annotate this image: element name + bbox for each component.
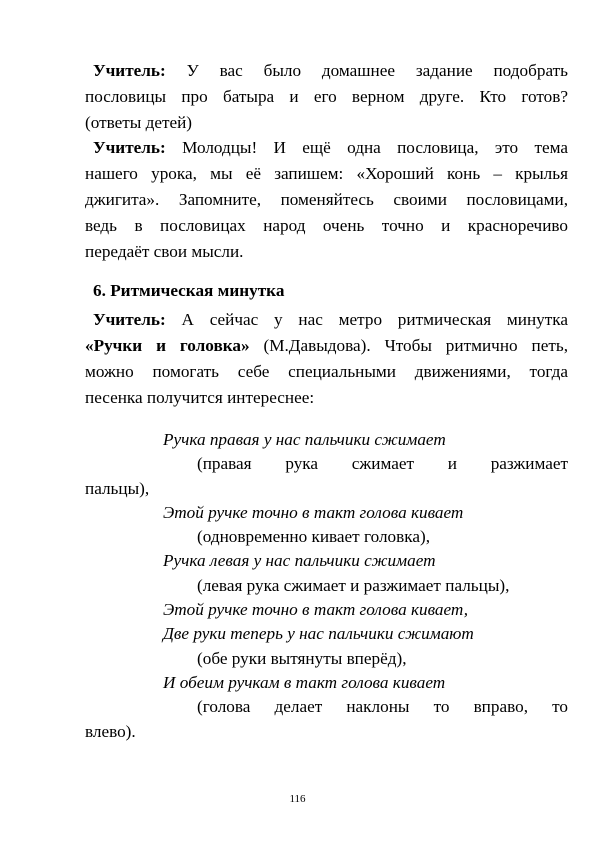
- paragraph-line: [85, 135, 568, 161]
- line-text: (М.Давыдова). Чтобы ритмично петь,: [263, 336, 568, 355]
- poem-comment: (левая рука сжимает и разжимает пальцы),: [197, 575, 510, 595]
- line-text: У вас было домашнее задание подобрать: [186, 61, 568, 80]
- speaker-label: Учитель:: [93, 310, 166, 329]
- poem-comment: пальцы),: [85, 478, 150, 498]
- paragraph-line: джигита». Запомните, поменяйтесь своими пословицами,: [85, 190, 568, 209]
- paragraph-line: [85, 307, 568, 333]
- paragraph-line: [85, 58, 568, 84]
- poem-comment: (голова делает наклоны то вправо, то: [197, 697, 568, 717]
- paragraph-teacher-rhythm: [85, 307, 568, 411]
- paragraph-line: (ответы детей): [85, 113, 193, 132]
- paragraph-teacher-proverb: [85, 135, 568, 265]
- speaker-label: Учитель:: [93, 138, 166, 157]
- poem-block: [85, 428, 568, 744]
- line-text: А сейчас у нас метро ритмическая минутка: [181, 310, 569, 329]
- paragraph-line: передаёт свои мысли.: [85, 242, 244, 261]
- section-heading: 6. Ритмическая минутка: [93, 281, 285, 300]
- poem-verse: Ручка правая у нас пальчики сжимает: [163, 430, 446, 449]
- paragraph-line: песенка получится интереснее:: [85, 388, 315, 407]
- poem-verse: Две руки теперь у нас пальчики сжимают: [163, 624, 474, 644]
- paragraph-teacher-homework: [85, 58, 568, 136]
- song-title: «Ручки и головка»: [85, 336, 250, 355]
- speaker-label: Учитель:: [93, 61, 166, 80]
- paragraph-line: нашего урока, мы её запишем: «Хороший конь – крылья: [85, 164, 568, 183]
- poem-verse: И обеим ручкам в такт голова кивает: [163, 672, 446, 692]
- poem-comment: (правая рука сжимает и разжимает: [197, 454, 568, 474]
- line-text: Молодцы! И ещё одна пословица, это тема: [182, 138, 568, 157]
- poem-comment: влево).: [85, 721, 136, 741]
- poem-verse: Этой ручке точно в такт голова кивает: [163, 502, 464, 522]
- page-number: 116: [289, 793, 306, 805]
- poem-verse: Этой ручке точно в такт голова кивает,: [163, 600, 469, 620]
- paragraph-line: пословицы про батыра и его верном друге. Кто готов?: [85, 87, 568, 106]
- paragraph-line: [85, 333, 568, 359]
- paragraph-line: ведь в пословицах народ очень точно и красноречиво: [85, 216, 568, 235]
- poem-comment: (обе руки вытянуты вперёд),: [197, 648, 407, 668]
- poem-verse: Ручка левая у нас пальчики сжимает: [163, 551, 436, 571]
- poem-comment: (одновременно кивает головка),: [197, 527, 431, 547]
- paragraph-line: можно помогать себе специальными движениями, тогда: [85, 362, 568, 381]
